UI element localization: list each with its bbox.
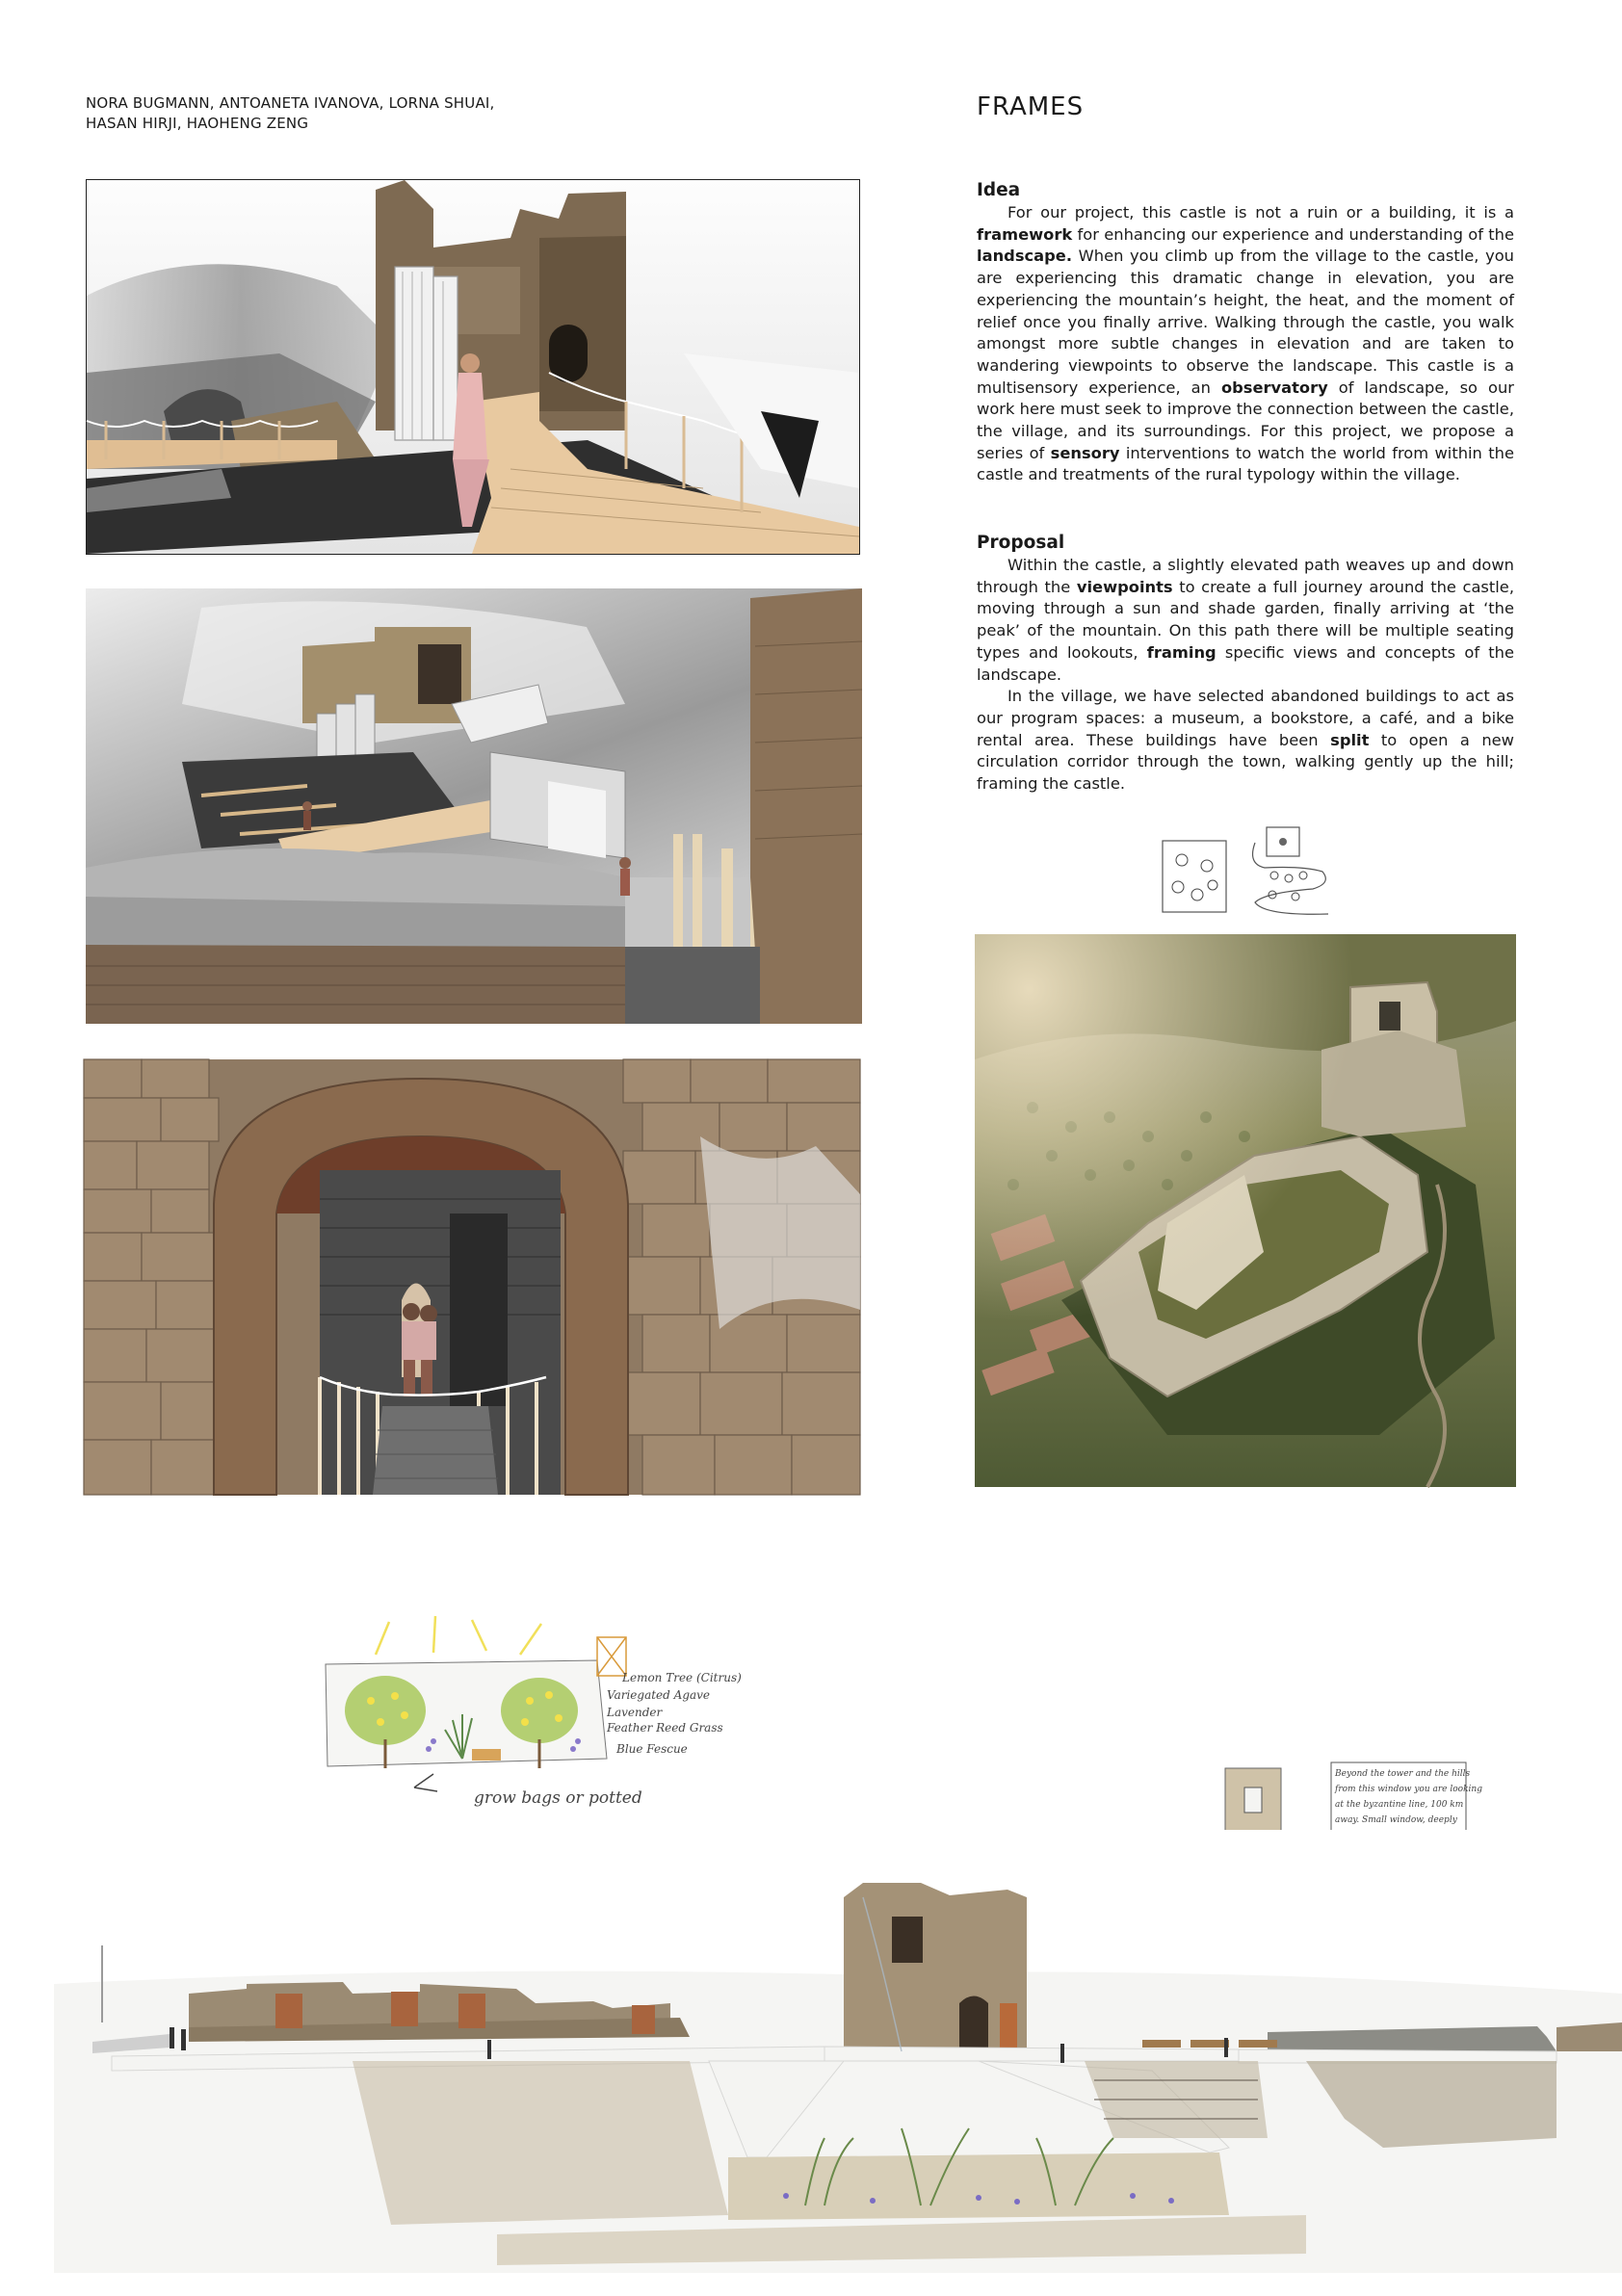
garden-label-3: Lavender [607,1706,663,1719]
proposal-paragraph-2: In the village, we have selected abandoned buildings to act as our program spaces: a museum, a bookstore, a café, and a bike rental area. These buildings have been split to open a new circulation corridor through the town, walking gently up the hill; framing the castle. [977,687,1515,794]
concept-sketch [1159,825,1334,920]
garden-label-5: Blue Fescue [616,1742,688,1756]
garden-label-1: Lemon Tree (Citrus) [622,1671,742,1684]
castle-section-drawing [54,1830,1622,2273]
window-note-1: Beyond the tower and the hills [1335,1769,1471,1779]
garden-note: grow bags or potted [474,1788,642,1808]
garden-label-4: Feather Reed Grass [607,1721,723,1735]
window-note-3: at the byzantine line, 100 km [1335,1800,1464,1810]
window-note-2: from this window you are looking [1335,1785,1482,1794]
collage-boardwalk-image [86,179,860,555]
proposal-heading: Proposal [977,533,1065,553]
castle-stone-wall-image [86,588,862,1024]
window-note-4: away. Small window, deeply [1335,1815,1457,1825]
authors-line-1: NORA BUGMANN, ANTOANETA IVANOVA, LORNA SHUAI, [86,94,495,112]
garden-section-sketch [318,1614,769,1816]
aerial-castle-photo [975,934,1516,1487]
stone-archway-image [84,1059,860,1495]
author-credits [86,93,587,134]
proposal-section [977,532,1514,796]
garden-label-2: Variegated Agave [607,1688,711,1702]
proposal-paragraph-1: Within the castle, a slightly elevated path weaves up and down through the viewpoints to create a full journey around the castle, moving through a sun and shade garden, finally arriving at ‘the peak’ of the mountain. On this path there will be multiple seating types and lookouts, framing specific views and concepts of the landscape. [977,556,1514,684]
idea-section [977,179,1514,486]
idea-paragraph: For our project, this castle is not a ruin or a building, it is a framework for enhancing our experience and understanding of the landscape. When you climb up from the village to the castle, you are experiencing this dramatic change in elevation, you are experiencing the mountain’s height, the heat, and the moment of relief once you finally arrive. Walking through the castle, you walk amongst more subtle changes in elevation and are taken to wandering viewpoints to observe the landscape. This castle is a multisensory experience, an observatory of landscape, so our work here must seek to improve the connection between the castle, the village, and its surroundings. For this project, we propose a series of sensory interventions to watch the world from within the castle and treatments of the rural typology within the village. [977,203,1514,484]
page-title: FRAMES [977,92,1085,121]
idea-heading: Idea [977,180,1021,200]
authors-line-2: HASAN HIRJI, HAOHENG ZENG [86,115,309,132]
